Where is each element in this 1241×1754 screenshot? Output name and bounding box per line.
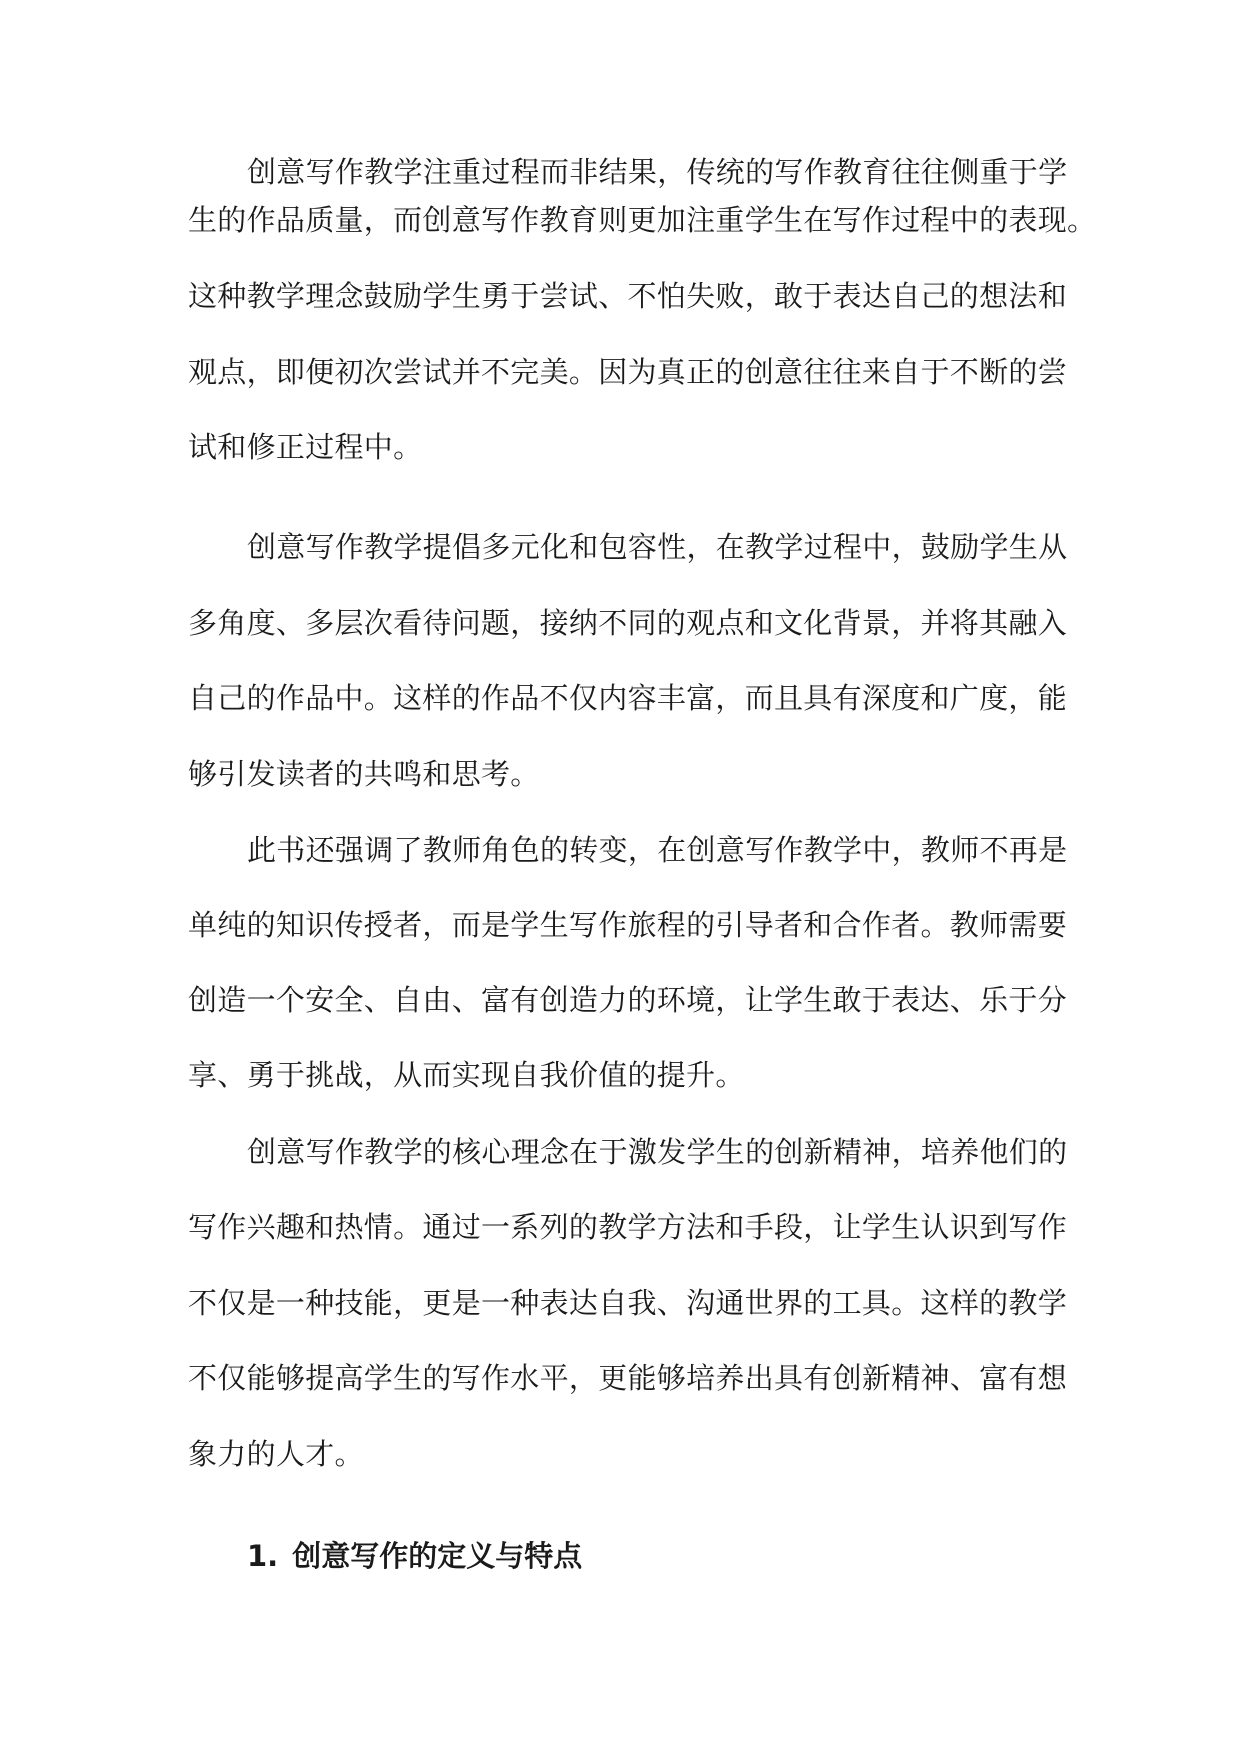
paragraph-line: 生的作品质量，而创意写作教育则更加注重学生在写作过程中的表现。 [188,203,1097,237]
section-number: 1. [247,1539,279,1573]
section-title: 创意写作的定义与特点 [292,1539,583,1573]
paragraph-line: 多角度、多层次看待问题，接纳不同的观点和文化背景，并将其融入 [188,606,1068,640]
paragraph-line: 自己的作品中。这样的作品不仅内容丰富，而且具有深度和广度，能 [188,681,1068,715]
paragraph-line: 象力的人才。 [188,1437,364,1471]
paragraph-line: 创意写作教学提倡多元化和包容性，在教学过程中，鼓励学生从 [247,530,1068,564]
paragraph-line: 不仅是一种技能，更是一种表达自我、沟通世界的工具。这样的教学 [188,1286,1068,1320]
paragraph-line: 单纯的知识传授者，而是学生写作旅程的引导者和合作者。教师需要 [188,908,1068,942]
paragraph-line: 不仅能够提高学生的写作水平，更能够培养出具有创新精神、富有想 [188,1361,1068,1395]
paragraph-line: 观点，即便初次尝试并不完美。因为真正的创意往往来自于不断的尝 [188,355,1068,389]
section-heading [247,1536,582,1576]
paragraph-line: 创造一个安全、自由、富有创造力的环境，让学生敢于表达、乐于分 [188,983,1068,1017]
paragraph-line: 写作兴趣和热情。通过一系列的教学方法和手段，让学生认识到写作 [188,1210,1068,1244]
paragraph-line: 够引发读者的共鸣和思考。 [188,757,540,791]
paragraph-line: 享、勇于挑战，从而实现自我价值的提升。 [188,1058,745,1092]
paragraph-line: 此书还强调了教师角色的转变，在创意写作教学中，教师不再是 [247,833,1068,867]
paragraph-line: 创意写作教学注重过程而非结果，传统的写作教育往往侧重于学 [247,155,1068,189]
paragraph-line: 试和修正过程中。 [188,430,423,464]
paragraph-line: 创意写作教学的核心理念在于激发学生的创新精神，培养他们的 [247,1135,1068,1169]
paragraph-line: 这种教学理念鼓励学生勇于尝试、不怕失败，敢于表达自己的想法和 [188,279,1068,313]
